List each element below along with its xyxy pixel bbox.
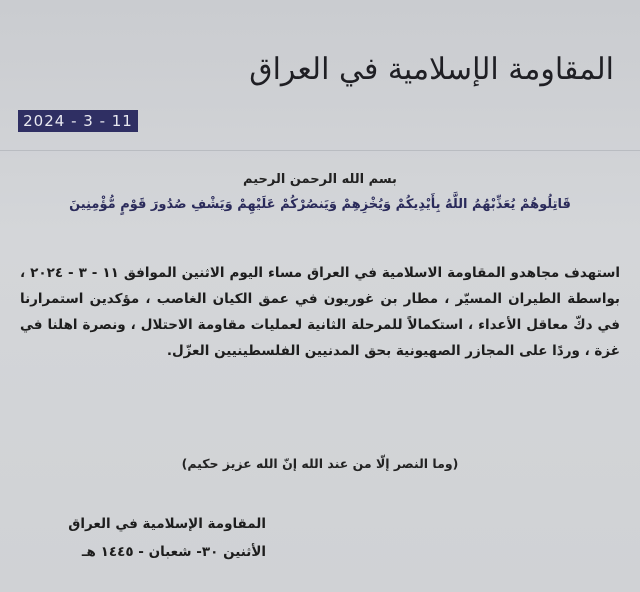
closing-verse: (وما النصر إلّا من عند الله إنّ الله عزيز حكيم) xyxy=(181,456,459,471)
basmala: بسم الله الرحمن الرحيم xyxy=(243,172,397,187)
statement-body: استهدف مجاهدو المقاومة الاسلامية في العراق مساء اليوم الاثنين الموافق ١١ - ٣ - ٢٠٢٤ ، بواسطة الطيران المسيّر ، مطار بن غوريون في عمق الكيان الغاصب ، مؤكدين استمرارنا في دكّ معاقل الأعداء ، استكمالاً للمرحلة الثانية لعمليات مقاومة الاحتلال ، ونصرة اهلنا في غزة ، وردًا على المجازر الصهيونية بحق المدنيين الفلسطينيين العزّل. xyxy=(20,265,620,359)
date-badge: 2024 - 3 - 11 xyxy=(18,110,138,132)
divider xyxy=(0,150,640,151)
header-logo: المقاومة الإسلامية في العراق xyxy=(249,52,614,87)
signature-block xyxy=(46,510,266,566)
quran-verse: قَاتِلُوهُمْ يُعَذِّبْهُمُ اللَّهُ بِأَيْدِيكُمْ وَيُخْزِهِمْ وَيَنصُرْكُمْ عَلَيْهِمْ وَيَشْفِ صُدُورَ قَوْمٍ مُّؤْمِنِينَ xyxy=(69,197,571,212)
signature-name: المقاومة الإسلامية في العراق xyxy=(68,516,266,532)
signature-date: الأثنين ٣٠- شعبان - ١٤٤٥ هـ xyxy=(81,544,266,560)
